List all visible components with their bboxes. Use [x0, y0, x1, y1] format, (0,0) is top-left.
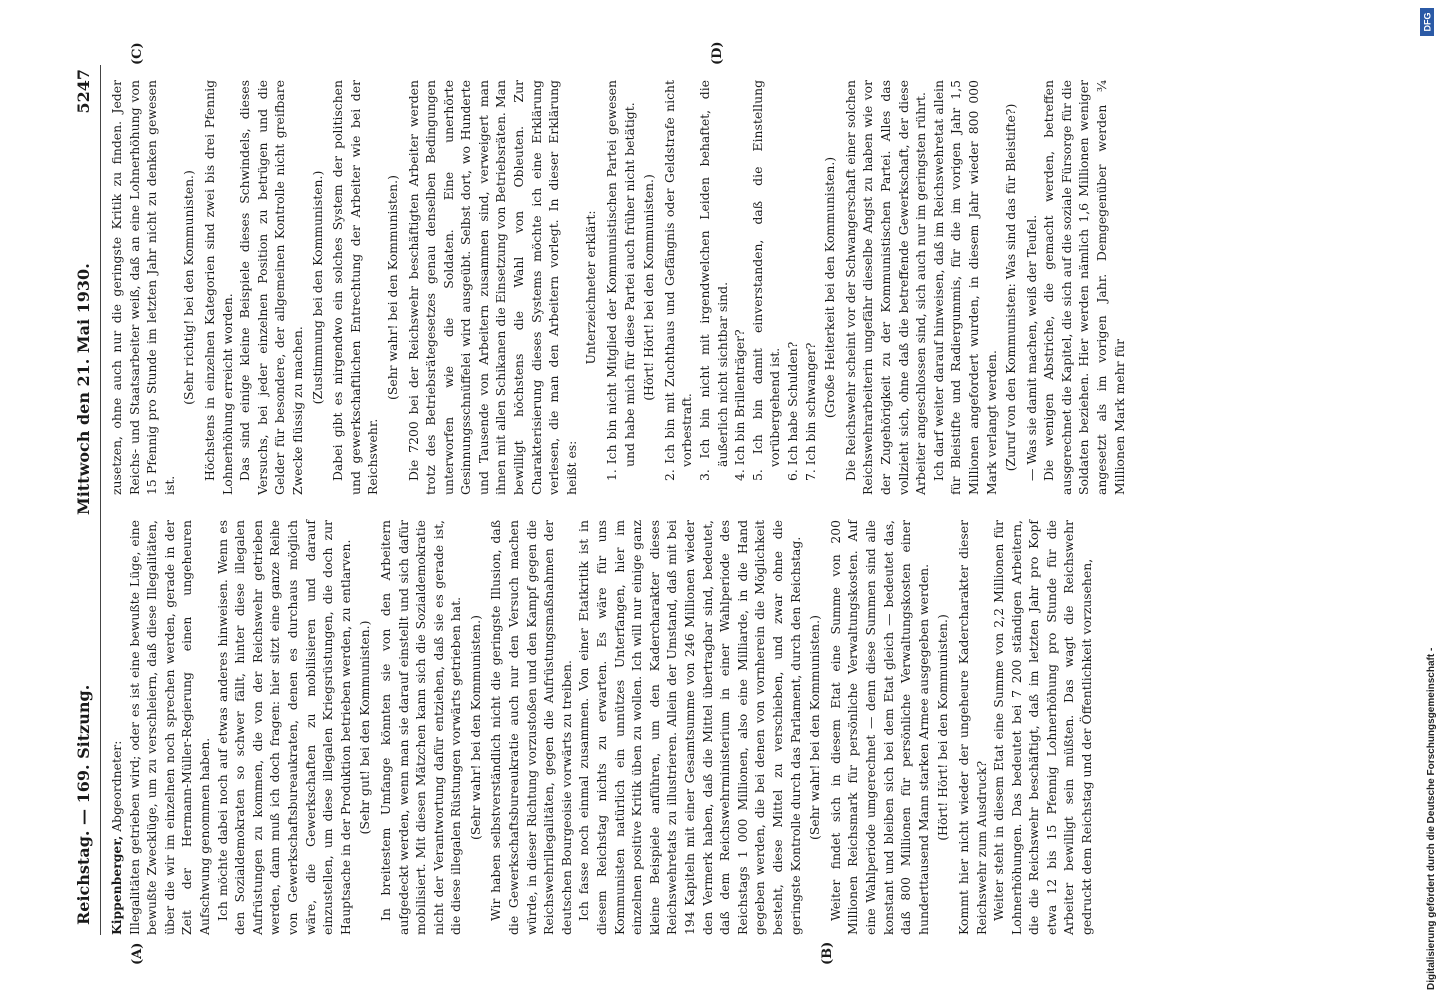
- rotated-page: [70, 41, 1360, 965]
- dfg-logo-text: DFG: [1422, 12, 1432, 32]
- credit-text: Digitalisierung gefördert durch die Deutsche Forschungsgemeinschaft -: [1426, 647, 1437, 990]
- paragraph: zusetzen, ohne auch nur die geringste Kritik zu finden. Jeder Reichs- und Staatsarbeiter weiß, daß an eine Lohnerhöhung von 15 Pfennig pro Stunde im letzten Jahr nicht zu denken gewesen ist.: [109, 80, 177, 495]
- speaker-line: [108, 520, 126, 935]
- list-item: 1. Ich bin nicht Mitglied der Kommunistischen Partei gewesen und habe mich für diese Partei auch früher nicht betätigt.: [604, 80, 637, 481]
- page-header: [70, 65, 101, 935]
- right-column: [108, 80, 1348, 495]
- paragraph: Das sind einige kleine Beispiele dieses Schwindels, dieses Versuchs, bei jeder einzelnen Position zu betrügen und die Gelder für besondere, der allgemeinen Kontrolle nicht greifbare Zwecke flüssig zu machen.: [237, 80, 305, 495]
- header-session: Reichstag. — 169. Sitzung.: [74, 684, 93, 925]
- declaration-heading: Unterzeichneter erklärt:: [583, 210, 599, 365]
- digitization-credit: [1418, 10, 1437, 990]
- paragraph: Die wenigen Abstriche, die gemacht werden, betreffen ausgerechnet die Kapitel, die sich auf die soziale Fürsorge für die Soldaten beziehen. Hier werden nämlich 1,6 Millionen weniger angesetzt als im vorigen Jahr. Demgegenüber werden ¾ Millionen Mark mehr für: [1041, 80, 1127, 495]
- list-item: 6. Ich habe Schulden?: [784, 341, 800, 481]
- paragraph: Wir haben selbstverständlich nicht die geringste Illusion, daß die Gewerkschaftsbureaukratie auch nur den Versuch machen würde, in dieser Richtung vorzustoßen und den Kampf gegen die Reichswehrillegalitäten, gegen die Aufrüstungsmaßnahmen der deutschen Bourgeoisie vorwärts zu treiben.: [488, 520, 574, 935]
- interjection: (Hört! Hört! bei den Kommunisten.): [641, 174, 657, 401]
- header-date: Mittwoch den 21. Mai 1930.: [74, 263, 93, 515]
- margin-mark-d: (D): [710, 41, 725, 65]
- interjection: (Sehr wahr! bei den Kommunisten.): [807, 615, 823, 840]
- list-item: 7. Ich bin schwanger?: [802, 342, 818, 481]
- paragraph: Weiter steht in diesem Etat eine Summe von 2,2 Millionen für Lohnerhöhungen. Das bedeutet bei 7 200 ständigen Arbeitern, die die Reichswehr beschäftigt, daß im letzten Jahr pro Kopf etwa 12 bis 15 Pfennig Lohnerhöhung pro Stunde für die Arbeiter bewilligt sein müßten. Das wagt die Reichswehr gedruckt dem Reichstag und der Öffentlichkeit vorzusehen,: [991, 520, 1095, 935]
- list-item: 2. Ich bin mit Zuchthaus und Gefängnis oder Geldstrafe nicht vorbestraft.: [661, 80, 695, 481]
- page-number: 5247: [74, 69, 93, 114]
- interjection: (Zuruf von den Kommunisten: Was sind das für Bleistifte?): [1003, 103, 1019, 472]
- interjection: (Sehr wahr! bei den Kommunisten.): [384, 175, 400, 400]
- paragraph: Höchstens in einzelnen Kategorien sind zwei bis drei Pfennig Lohnerhöhung erreicht worden.: [201, 80, 235, 495]
- interjection: (Sehr gut! bei den Kommunisten.): [357, 620, 373, 835]
- list-item: 4. Ich bin Brillenträger?: [732, 329, 748, 481]
- list-item: 5. Ich bin damit einverstanden, daß die Einstellung vorübergehend ist.: [749, 80, 783, 481]
- interjection: (Zustimmung bei den Kommunisten.): [309, 170, 325, 405]
- margin-mark-b: (B): [820, 941, 835, 965]
- paragraph: Weiter findet sich in diesem Etat eine Summe von 200 Millionen Reichsmark für persönliche Verwaltungskosten. Auf eine Wahlperiode umgerechnet — denn diese Summen sind alle konstant und bleiben sich bei dem Etat gleich — bedeutet das, daß 800 Millionen für persönliche Verwaltungskosten einer hunderttausend Mann starken Armee ausgegeben werden.: [827, 520, 931, 935]
- list-item: 3. Ich bin nicht mit irgendwelchen Leiden behaftet, die äußerlich nicht sichtbar sind.: [697, 80, 730, 481]
- margin-mark-a: (A): [130, 942, 145, 965]
- paragraph: Ich möchte dabei noch auf etwas anderes hinweisen. Wenn es den Sozialdemokraten so schwer fällt, hinter diese illegalen Aufrüstungen zu kommen, die von der Reichswehr getrieben werden, dann muß ich doch fragen: hier sitzt eine ganze Reihe von Gewerkschaftsbureaukraten, denen es durchaus möglich wäre, die Gewerkschaften zu mobilisieren und darauf einzustellen, um diese illegalen Kriegsrüstungen, die doch zur Hauptsache in der Produktion betrieben werden, zu entlarven.: [214, 520, 353, 935]
- paragraph: In breitestem Umfange könnten sie von den Arbeitern aufgedeckt werden, wenn man sie darauf einstellt und sich dafür mobilisiert. Mit diesen Mätzchen kann sich die Sozialdemokratie nicht der Verantwortung dafür entziehen, daß sie es gerade ist, die diese illegalen Rüstungen vorwärts getrieben hat.: [377, 520, 464, 935]
- speaker-name: Kippenberger,: [109, 835, 124, 935]
- interjection: (Sehr wahr! bei den Kommunisten.): [467, 615, 483, 840]
- paragraph: Ich darf weiter darauf hinweisen, daß im Reichswehretat allein für Bleistifte und Radiergummis, für die im vorigen Jahr 1,5 Millionen angefordert wurden, in diesem Jahr wieder 800 000 Mark verlangt werden.: [930, 80, 999, 495]
- left-column: [108, 520, 1348, 935]
- paragraph: Die 7200 bei der Reichswehr beschäftigten Arbeiter werden trotz des Betriebsrätegesetzes genau denselben Bedingungen unterworfen wie die Soldaten. Eine unerhörte Gesinnungsschnüffelei wird ausgeübt. Selbst dort, wo Hunderte und Tausende von Arbeitern zusammen sind, verweigert man ihnen mit allen Schikanen die Einsetzung von Betriebsräten. Man bewilligt höchstens die Wahl von Obleuten. Zur Charakterisierung dieses Systems möchte ich eine Erklärung verlesen, die man den Arbeitern vorlegt. In dieser Erklärung heißt es:: [405, 80, 579, 495]
- margin-mark-c: (C): [130, 42, 145, 65]
- paragraph: Die Reichswehr scheint vor der Schwangerschaft einer solchen Reichswehrarbeiterin ungefähr dieselbe Angst zu haben wie vor der Zugehörigkeit zu der Kommunistischen Partei. Alles das vollzieht sich, ohne daß die betreffende Gewerkschaft, der diese Arbeiter angeschlossen sind, sich auch nur im geringsten rührt.: [842, 80, 929, 495]
- paragraph: Dabei gibt es nirgendwo ein solches System der politischen und gewerkschaftlichen Entrechtung der Arbeiter wie bei der Reichswehr.: [330, 80, 381, 495]
- paragraph: Illegalitäten getrieben wird; oder es ist eine bewußte Lüge, eine bewußte Zwecklüge, um zu verschleiern, daß diese Illegalitäten, über die wir im einzelnen noch sprechen werden, gerade in der Zeit der Hermann-Müller-Regierung einen ungeheuren Aufschwung genommen haben.: [126, 520, 212, 935]
- interjection: (Hört! Hört! bei den Kommunisten.): [935, 614, 951, 841]
- paragraph: Ich fasse noch einmal zusammen. Von einer Etatkritik ist in diesem Reichstag nichts zu erwarten. Es wäre für uns Kommunisten natürlich ein unnützes Unterfangen, hier im einzelnen positive Kritik üben zu wollen. Ich will nur einige ganz kleine Beispiele anführen, um den Kadercharakter dieses Reichswehretats zu illustrieren. Allein der Umstand, daß mit bei 194 Kapiteln mit einer Gesamtsumme von 246 Millionen wieder den Vermerk haben, daß die Mittel übertragbar sind, bedeutet, daß dem Reichswehrministerium in einer Wahlperiode des Reichstags 1 000 Millionen, also eine Milliarde, in die Hand gegeben werden, die bei denen von vornherein die Möglichkeit besteht, diese Mittel zu verschieben, und zwar ohne die geringste Kontrolle durch das Parlament, durch den Reichstag.: [576, 520, 803, 935]
- interjection: (Sehr richtig! bei den Kommunisten.): [181, 170, 197, 405]
- paragraph: Kommt hier nicht wieder der ungeheure Kadercharakter dieser Reichswehr zum Ausdruck?: [955, 520, 989, 935]
- paragraph: — Was sie damit machen, weiß der Teufel.: [1023, 214, 1039, 481]
- speaker-role: Abgeordneter:: [109, 740, 124, 832]
- interjection: (Große Heiterkeit bei den Kommunisten.): [822, 156, 838, 419]
